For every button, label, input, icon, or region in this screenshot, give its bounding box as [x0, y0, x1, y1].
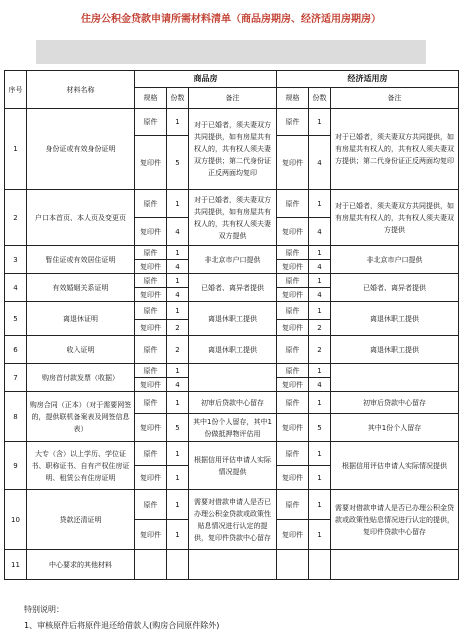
count-cell: 1 [309, 392, 331, 414]
count-cell: 1 [167, 466, 189, 490]
spec-cell: 原件 [135, 364, 167, 378]
spec-cell: 原件 [135, 442, 167, 466]
spec-cell: 复印件 [277, 320, 309, 336]
spec-cell: 原件 [135, 336, 167, 364]
header-commercial: 商品房 [135, 71, 277, 88]
count-cell: 1 [167, 274, 189, 288]
spec-cell: 原件 [277, 392, 309, 414]
row-material-name: 贷款还清证明 [27, 490, 135, 550]
spec-cell: 原件 [277, 274, 309, 288]
empty-cell [167, 550, 189, 580]
count-cell: 1 [309, 246, 331, 260]
note-cell: 需要对借款申请人是否已办理公积金贷款或政策性贴息情况进行认定的提供，复印件贷款中心留存 [189, 490, 277, 550]
row-seq: 5 [5, 302, 27, 336]
note-cell: 其中1份个人留存 [331, 414, 459, 442]
count-cell: 1 [309, 490, 331, 520]
count-cell: 1 [167, 520, 189, 550]
spec-cell: 原件 [277, 302, 309, 320]
note-cell: 离退休职工提供 [189, 336, 277, 364]
count-cell: 1 [309, 302, 331, 320]
header-seq: 序号 [5, 71, 27, 109]
row-seq: 11 [5, 550, 27, 580]
empty-cell [135, 550, 167, 580]
count-cell: 1 [309, 364, 331, 378]
spec-cell: 复印件 [277, 466, 309, 490]
spec-cell: 原件 [277, 109, 309, 136]
spec-cell: 原件 [277, 246, 309, 260]
spec-cell: 复印件 [277, 520, 309, 550]
spec-cell: 原件 [135, 246, 167, 260]
row-material-name: 离退休证明 [27, 302, 135, 336]
count-cell: 4 [309, 288, 331, 302]
row-material-name: 户口本首页、本人页及变更页 [27, 190, 135, 246]
count-cell: 5 [167, 136, 189, 190]
count-cell: 1 [309, 274, 331, 288]
header-note: 备注 [189, 88, 277, 109]
note-cell: 初审后贷款中心留存 [189, 392, 277, 414]
note-cell: 离退休职工提供 [331, 336, 459, 364]
spec-cell: 复印件 [135, 414, 167, 442]
note-cell: 对于已婚者，须夫妻双方共同提供，如有房屋共有权人的，共有权人须夫妻双方提供；第二代身份证正反两面均复印 [331, 109, 459, 190]
note-cell: 其中1份个人留存，其中1份做抵押物评估用 [189, 414, 277, 442]
note-cell: 离退休职工提供 [189, 302, 277, 336]
spec-cell: 复印件 [135, 288, 167, 302]
count-cell: 2 [167, 336, 189, 364]
note-cell: 已婚者、离异者提供 [189, 274, 277, 302]
row-material-name: 中心要求的其他材料 [27, 550, 135, 580]
note-cell: 初审后贷款中心留存 [331, 392, 459, 414]
count-cell: 2 [167, 320, 189, 336]
spec-cell: 原件 [277, 336, 309, 364]
count-cell: 4 [309, 378, 331, 392]
count-cell: 1 [167, 190, 189, 218]
note-cell: 对于已婚者，须夫妻双方共同提供，如有房屋共有权人的，共有权人须夫妻双方提供；第二代身份证正反两面均复印 [189, 109, 277, 190]
note-cell: 根据信用评估申请人实际情况提供 [331, 442, 459, 490]
spec-cell: 复印件 [277, 136, 309, 190]
spec-cell: 原件 [135, 274, 167, 288]
row-material-name: 有效婚姻关系证明 [27, 274, 135, 302]
count-cell: 1 [309, 520, 331, 550]
note-cell: 非北京市户口提供 [331, 246, 459, 274]
row-seq: 2 [5, 190, 27, 246]
spec-cell: 复印件 [277, 378, 309, 392]
note-cell: 对于已婚者，须夫妻双方共同提供，如有房屋共有权人的，共有权人须夫妻双方提供 [189, 190, 277, 246]
spec-cell: 复印件 [135, 378, 167, 392]
spec-cell: 原件 [277, 490, 309, 520]
row-seq: 8 [5, 392, 27, 442]
header-spec: 规格 [277, 88, 309, 109]
note-cell: 对于已婚者，须夫妻双方共同提供，如有房屋共有权人的，共有权人须夫妻双方提供 [331, 190, 459, 246]
count-cell: 1 [167, 392, 189, 414]
count-cell: 4 [167, 288, 189, 302]
count-cell: 4 [309, 218, 331, 246]
header-copies: 份数 [167, 88, 189, 109]
spec-cell: 原件 [277, 364, 309, 378]
header-spec: 规格 [135, 88, 167, 109]
note-cell: 非北京市户口提供 [189, 246, 277, 274]
notes-title: 特别说明： [24, 605, 64, 614]
header-material: 材料名称 [27, 71, 135, 109]
materials-table [4, 70, 459, 580]
count-cell: 1 [167, 490, 189, 520]
count-cell: 5 [167, 414, 189, 442]
header-note: 备注 [331, 88, 459, 109]
count-cell: 4 [309, 260, 331, 274]
note-cell: 离退休职工提供 [331, 302, 459, 336]
note-cell: 需要对借款申请人是否已办理公积金贷款或政策性贴息情况进行认定的提供，复印件贷款中心留存 [331, 490, 459, 550]
count-cell: 1 [167, 246, 189, 260]
empty-cell [277, 550, 309, 580]
row-material-name: 身份证或有效身份证明 [27, 109, 135, 190]
count-cell: 4 [309, 136, 331, 190]
count-cell: 4 [167, 218, 189, 246]
note-cell [331, 364, 459, 392]
empty-cell [309, 550, 331, 580]
spec-cell: 复印件 [135, 260, 167, 274]
count-cell: 1 [167, 109, 189, 136]
spec-cell: 复印件 [277, 288, 309, 302]
count-cell: 1 [309, 442, 331, 466]
spec-cell: 复印件 [135, 520, 167, 550]
row-seq: 6 [5, 336, 27, 364]
row-seq: 9 [5, 442, 27, 490]
row-seq: 4 [5, 274, 27, 302]
row-material-name: 购房合同（正本）（对于需要网签的，提供联机备案表及网签信息表） [27, 392, 135, 442]
row-material-name: 暂住证或有效居住证明 [27, 246, 135, 274]
count-cell: 5 [309, 414, 331, 442]
note-cell: 已婚者、离异者提供 [331, 274, 459, 302]
spec-cell: 原件 [277, 442, 309, 466]
spec-cell: 复印件 [135, 466, 167, 490]
count-cell: 1 [167, 302, 189, 320]
spec-cell: 原件 [135, 302, 167, 320]
spec-cell: 原件 [135, 490, 167, 520]
empty-cell [189, 550, 277, 580]
spec-cell: 原件 [135, 109, 167, 136]
row-seq: 1 [5, 109, 27, 190]
spec-cell: 原件 [277, 190, 309, 218]
spec-cell: 原件 [135, 190, 167, 218]
spec-cell: 复印件 [277, 260, 309, 274]
row-seq: 7 [5, 364, 27, 392]
row-material-name: 大专（含）以上学历、学位证书、职称证书、自有产权住房证明、租赁公有住房证明 [27, 442, 135, 490]
count-cell: 1 [309, 190, 331, 218]
header-band [36, 40, 426, 64]
spec-cell: 复印件 [277, 414, 309, 442]
row-seq: 10 [5, 490, 27, 550]
note-line: 1、审核原件后将原件退还给借款人(购房合同原件除外) [24, 621, 220, 630]
count-cell: 1 [167, 364, 189, 378]
count-cell: 2 [309, 336, 331, 364]
note-cell [189, 364, 277, 392]
row-material-name: 购房首付款发票（收据） [27, 364, 135, 392]
spec-cell: 原件 [135, 392, 167, 414]
spec-cell: 复印件 [135, 136, 167, 190]
spec-cell: 复印件 [277, 218, 309, 246]
document-title: 住房公积金贷款申请所需材料清单（商品房期房、经济适用房期房） [81, 14, 381, 25]
row-material-name: 收入证明 [27, 336, 135, 364]
note-cell: 根据信用评估申请人实际情况提供 [189, 442, 277, 490]
spec-cell: 复印件 [135, 320, 167, 336]
header-affordable: 经济适用房 [277, 71, 459, 88]
spec-cell: 复印件 [135, 218, 167, 246]
count-cell: 4 [167, 378, 189, 392]
count-cell: 1 [167, 442, 189, 466]
count-cell: 2 [309, 320, 331, 336]
header-copies: 份数 [309, 88, 331, 109]
empty-cell [331, 550, 459, 580]
count-cell: 1 [309, 466, 331, 490]
count-cell: 4 [167, 260, 189, 274]
count-cell: 1 [309, 109, 331, 136]
row-seq: 3 [5, 246, 27, 274]
